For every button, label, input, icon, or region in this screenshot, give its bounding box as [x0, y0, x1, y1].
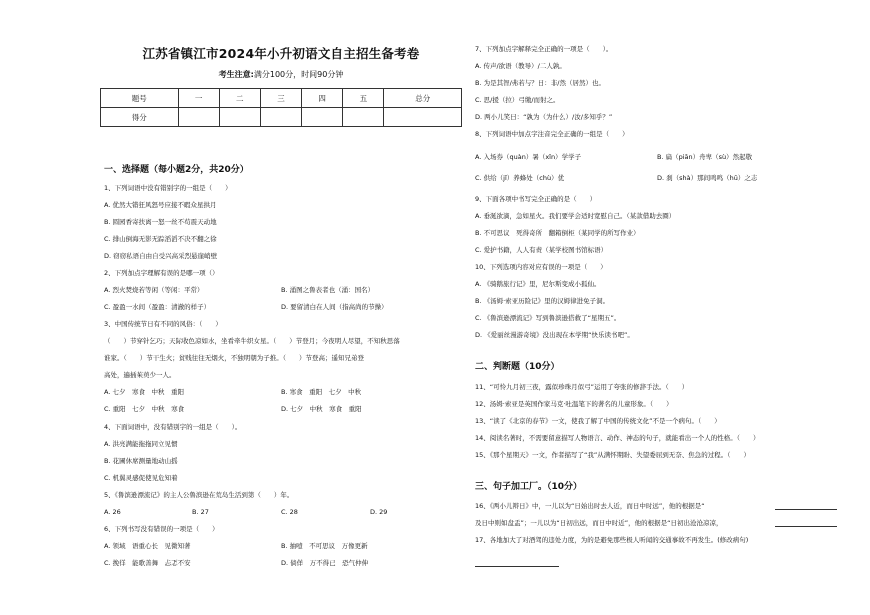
option-a: A. 七夕 寒食 中秋 重阳 — [104, 388, 184, 396]
question-text: 8、下列词语中加点字注音完全正确的一组是（ ） — [475, 130, 629, 138]
option-b: B. 寒食 重阳 七夕 中秋 — [281, 388, 362, 396]
question-text: 11、“可怜九月初三夜，露似珍珠月似弓”运用了夸张的修辞手法。（ ） — [475, 383, 689, 391]
option-c: C. 爱护书籍，人人有责（某学校图书馆标语） — [475, 246, 608, 254]
exam-title: 江苏省镇江市2024年小升初语文自主招生备考卷 — [142, 46, 420, 61]
score-header-cell: 总分 — [384, 89, 462, 108]
score-cell[interactable] — [219, 108, 260, 127]
answer-blank[interactable] — [475, 566, 559, 567]
question-text: 2、下列加点字理解有误的是哪一项（） — [104, 269, 219, 277]
question-text: 16、《两小儿辩日》中，一儿以为“日始出时去人近，而日中时远”，他的根据是“ — [475, 502, 705, 510]
option-b: B. 扁（piān）舟卑（sù）然起敬 — [657, 153, 753, 161]
score-table-score-row — [101, 108, 462, 127]
score-cell[interactable] — [384, 108, 462, 127]
score-header-cell: 四 — [302, 89, 343, 108]
score-row-label: 得分 — [101, 108, 179, 127]
option-d: D. 要留清白在人间（指高尚的节操） — [281, 303, 388, 311]
option-c: C. 重阳 七夕 中秋 寒食 — [104, 405, 185, 413]
option-c: C. 盈盈一水间（盈盈：清澈的样子） — [104, 303, 211, 311]
option-d: D. 窃窃私语自由自受兴高采烈悬崖峭壁 — [104, 252, 218, 260]
option-c: C. 挽徉 能歌善舞 忐忑不安 — [104, 559, 191, 567]
option-d: D. 《爱丽丝漫游奇境》没出现在本学期“快乐读书吧”。 — [475, 331, 634, 339]
option-b: B. 花圃休席测量地动山摇 — [104, 457, 178, 465]
option-c: C. 机翼灵感促使见危知着 — [104, 474, 178, 482]
option-d: D. 七夕 中秋 寒食 重阳 — [281, 405, 362, 413]
answer-blank[interactable] — [775, 526, 837, 527]
score-table — [100, 88, 462, 127]
score-header-cell: 五 — [343, 89, 384, 108]
option-a: A. 传声/欲语（教导）/二人孰。 — [475, 62, 566, 70]
question-text: 13、“读了《北京的春节》一文，使我了解了中国的传统文化”不是一个病句。（ ） — [475, 417, 721, 425]
notice-label: 考生注意: — [218, 70, 254, 79]
score-table-header-row — [101, 89, 462, 108]
option-a: A. 26 — [104, 508, 121, 516]
question-text-continued: （ ）节穿针乞巧；天际收色凉如水，坐看牵牛织女星。（ ）节登月；今夜明人尽望，不知秋思落 — [104, 337, 400, 345]
score-header-cell: 三 — [260, 89, 301, 108]
question-text: 4、下面词语中，没有错别字的一组是（ ）。 — [104, 423, 242, 431]
option-a: A. 入场券（quàn）暑（xǐn）学学子 — [475, 153, 582, 161]
question-text: 9、下面各项中书写完全正确的是（ ） — [475, 195, 597, 203]
option-a: A. 垂涎欲滴，急如星火。我们要学会适时宽慰自己。（某款借助去圈） — [475, 212, 676, 220]
question-text: 14、阅读名著时，不需要留意描写人物语言、动作、神态的句子，就能看出一个人的性格。（ ） — [475, 434, 760, 442]
option-c: C. 供给（jǐ）养蜂处（chù）优 — [475, 174, 565, 182]
option-d: D. 倘佯 万不得已 恐气仲伸 — [281, 559, 369, 567]
question-text: 7、下列加点字解释完全正确的一项是（ ）。 — [475, 45, 613, 53]
question-text: 1、下列词语中没有错别字的一组是（ ） — [104, 184, 232, 192]
option-b: B. 为是其智/弗若与？日：非/然（居然）也。 — [475, 79, 605, 87]
score-cell[interactable] — [302, 108, 343, 127]
score-cell[interactable] — [343, 108, 384, 127]
option-c: C. 28 — [281, 508, 298, 516]
score-cell[interactable] — [260, 108, 301, 127]
option-a: A. 优然大错狂风怒号应接不暇众星拱月 — [104, 201, 217, 209]
question-text-continued: 谁家。（ ）节干生火；贫贱往往无烟火，不独明朝为子推。（ ）节登高；遥知兄弟登 — [104, 354, 364, 362]
question-text: 15、《那个星期天》一文，作者描写了“我”从满怀期盼、失望委屈到无奈、焦急的过程。（ ） — [475, 451, 751, 459]
score-header-cell: 一 — [178, 89, 219, 108]
question-text: 3、中国传统节日有不同的风俗：（ ） — [104, 320, 222, 328]
option-d: D. 29 — [370, 508, 388, 516]
option-b: B. 涌图之鲁表者也（涌：国名） — [281, 286, 375, 294]
option-b: B. 27 — [192, 508, 209, 516]
option-c: C. 思/援（拉）弓缴/而射之。 — [475, 96, 560, 104]
question-text: 10、下列选项内容对应有误的一项是（ ） — [475, 263, 607, 271]
section-heading-judge: 二、判断题（10分） — [475, 362, 560, 372]
score-cell[interactable] — [178, 108, 219, 127]
option-c: C. 《鲁滨逊漂流记》写到鲁滨逊搭救了“星期五”。 — [475, 314, 621, 322]
question-text: 17、各地加大了对酒驾的违处力度，为的是避免那些极人听闻的交通事故不再发生。(修改病句) — [475, 536, 749, 544]
option-a: A. 洪亮满能拖拖同立见惯 — [104, 440, 178, 448]
question-text-continued: 高处，遍插茱萸少一人。 — [104, 371, 176, 379]
score-header-cell: 题号 — [101, 89, 179, 108]
option-b: B. 不可思议 死得奇所 翻箱倒柜（某同学的所写作业） — [475, 229, 640, 237]
option-a: A. 领域 语重心长 见微知著 — [104, 542, 191, 550]
section-heading-sentence: 三、句子加工厂。（10分） — [475, 482, 583, 492]
section-heading-choice: 一、选择题（每小题2分，共20分） — [104, 165, 249, 175]
option-a: A. 烈火焚烧若等闲（等闲：平常） — [104, 286, 204, 294]
question-text: 5、《鲁滨逊漂流记》的主人公鲁滨逊在荒岛生活到第（ ）年。 — [104, 491, 294, 499]
question-text-continued: 及日中则如盘盂”；一儿以为“日初出远，而日中时近”，他的根据是“日初出沧沧凉凉， — [475, 519, 723, 527]
score-header-cell: 二 — [219, 89, 260, 108]
option-b: B. 抽噎 不可思议 万像更新 — [281, 542, 368, 550]
exam-notice — [100, 69, 462, 80]
question-text: 12、汤姆·索亚是英国作家马克·吐温笔下的著名的儿童形象。（ ） — [475, 400, 673, 408]
option-d: D. 两小儿笑曰：“孰为（为什么）/汝/多知乎？” — [475, 113, 613, 121]
option-d: D. 刹（shà）那间鸣鸣（hū）之志 — [657, 174, 758, 182]
option-a: A. 《骑鹅旅行记》里，尼尔斯变成小狐仙。 — [475, 280, 601, 288]
option-b: B. 圆园香寄扶离一怒一丝不苟震天动地 — [104, 218, 217, 226]
option-c: C. 排山倒海无影无踪滔滔不决不翻之徐 — [104, 235, 217, 243]
option-b: B. 《汤姆·索亚历险记》里的汉姆律进免子洞。 — [475, 297, 610, 305]
notice-text: 满分100分，时间90分钟 — [253, 70, 344, 79]
answer-blank[interactable] — [775, 509, 837, 510]
question-text: 6、下列书写没有错误的一项是（ ） — [104, 525, 219, 533]
